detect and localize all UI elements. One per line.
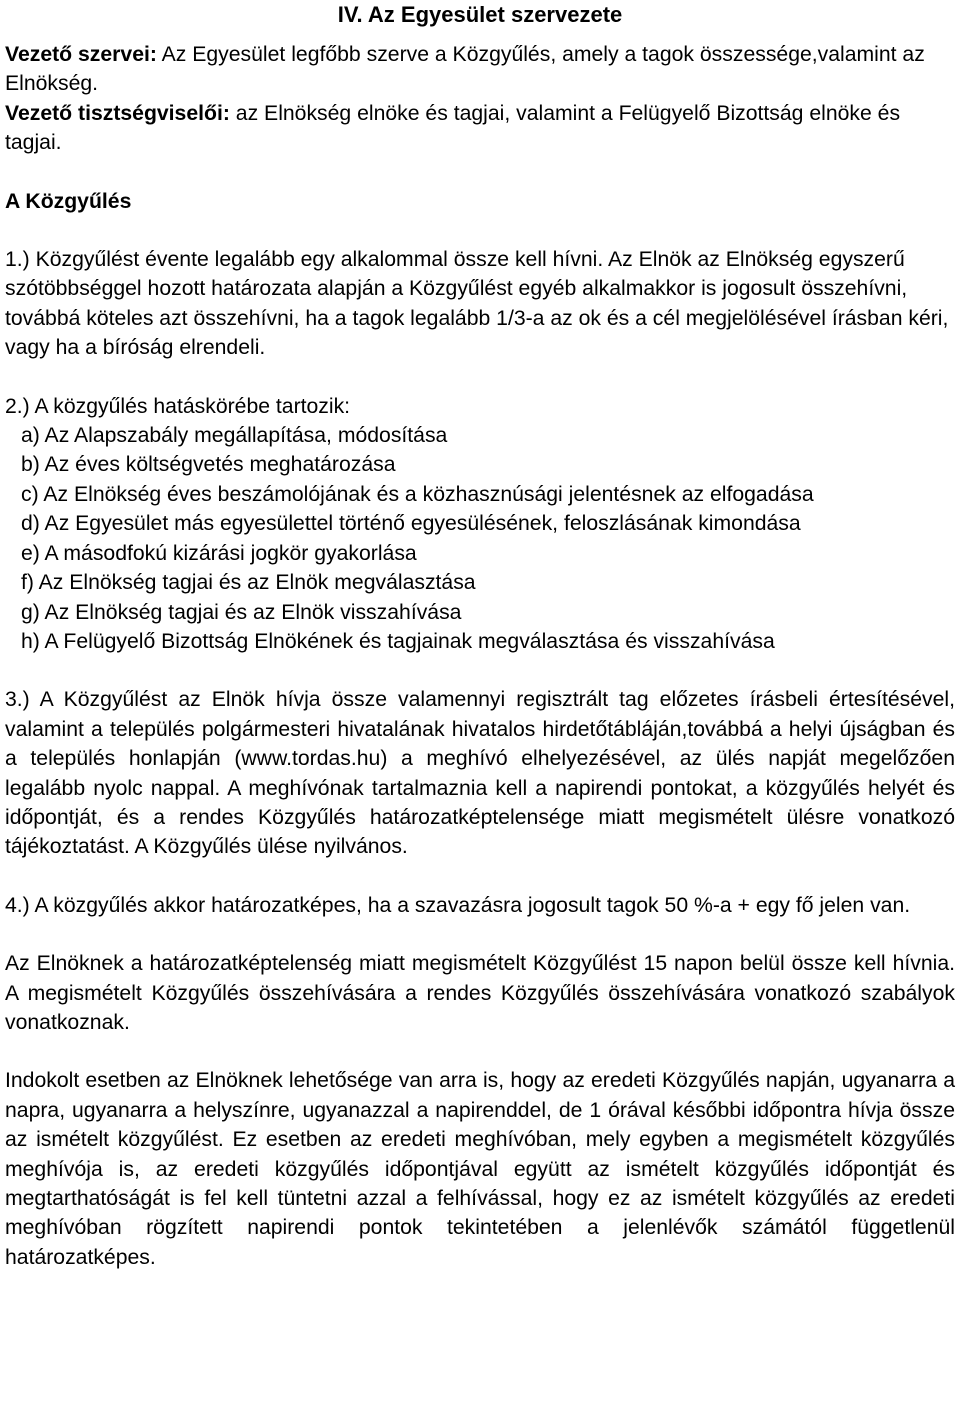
spacer: [5, 158, 955, 187]
list-item: a) Az Alapszabály megállapítása, módosítása: [21, 424, 448, 448]
page-title: IV. Az Egyesület szervezete: [337, 2, 623, 27]
spacer: [5, 656, 955, 685]
list-item: e) A másodfokú kizárási jogkör gyakorlása: [21, 541, 417, 565]
list-item: b) Az éves költségvetés meghatározása: [21, 453, 396, 477]
point-1-paragraph: 1.) Közgyűlést évente legalább egy alkalommal össze kell hívni. Az Elnök az Elnökség egyszerű szótöbbséggel hozott határozata alapján a Közgyűlést egyéb alkalmakkor is jogosult összehívni, továbbá köteles azt összehívni, ha a tagok legalább 1/3-a az ok és a cél megjelölésével írásban kéri, vagy ha a bíróság elrendeli.: [5, 248, 949, 360]
list-item: g) Az Elnökség tagjai és az Elnök visszahívása: [21, 600, 462, 624]
repeat-meeting-paragraph: Az Elnöknek a határozatképtelenség miatt megismételt Közgyűlést 15 napon belül össze kell hívnia. A megismételt Közgyűlés összehívására a rendes Közgyűlés összehívására vonatkozó szabályok vonatkoznak.: [5, 952, 955, 1034]
list-item: f) Az Elnökség tagjai és az Elnök megválasztása: [21, 571, 476, 595]
officials-text: az Elnökség elnöke és tagjai, valamint a Felügyelő Bizottság elnöke és tagjai.: [5, 101, 901, 155]
spacer: [5, 363, 955, 392]
leaders-text: Az Egyesület legfőbb szerve a Közgyűlés, amely a tagok összessége,valamint az Elnökség.: [5, 43, 925, 96]
document-page: [5, 0, 955, 1272]
point-4-paragraph: 4.) A közgyűlés akkor határozatképes, ha a szavazásra jogosult tagok 50 %-a + egy fő jelen van.: [5, 893, 911, 917]
officials-label: Vezető tisztségviselői:: [5, 101, 230, 125]
list-item: h) A Felügyelő Bizottság Elnökének és tagjainak megválasztása és visszahívása: [21, 629, 775, 653]
point-3-paragraph: 3.) A Közgyűlést az Elnök hívja össze valamennyi regisztrált tag előzetes írásbeli értesítésével, valamint a település polgármesteri hivatalának hivatalos hirdetőtábláján,továbbá a helyi újságban és a település honlapján (www.tordas.hu) a meghívó elhelyezésével, az ülés napját megelőzően legalább nyolc nappal. A meghívónak tartalmaznia kell a napirendi pontokat, a közgyűlés helyét és időpontját, és a rendes Közgyűlés határozatképtelensége miatt megismételt ülésre vonatkozó tájékoztatást. A Közgyűlés ülése nyilvános.: [5, 688, 955, 859]
indokolt-paragraph: Indokolt esetben az Elnöknek lehetősége van arra is, hogy az eredeti Közgyűlés napján, ugyanarra a napra, ugyanarra a helyszínre, ugyanazzal a napirenddel, de 1 órával későbbi időpontra hívja össze az ismételt közgyűlést. Ez esetben az eredeti meghívóban, mely egyben a megismételt közgyűlés meghívója is, az eredeti közgyűlés időpontjával együtt az ismételt közgyűlés időpontját és megtarthatóságát is fel kell tüntetni azzal a felhívással, hogy ez az ismételt közgyűlés az eredeti meghívóban rögzített napirendi pontok tekintetében a jelenlévők számától függetlenül határozatképes.: [5, 1069, 955, 1269]
section-heading: A Közgyűlés: [5, 189, 132, 213]
intro-leaders: [5, 40, 955, 99]
spacer: [5, 1037, 955, 1066]
spacer: [5, 862, 955, 891]
intro-officials: [5, 99, 955, 158]
spacer: [5, 216, 955, 245]
leaders-label: Vezető szervei:: [5, 43, 157, 66]
spacer: [5, 920, 955, 949]
list-item: d) Az Egyesület más egyesülettel történő egyesülésének, feloszlásának kimondása: [21, 512, 801, 536]
list-item: c) Az Elnökség éves beszámolójának és a közhasznúsági jelentésnek az elfogadása: [21, 482, 814, 506]
point-2-intro: 2.) A közgyűlés hatáskörébe tartozik:: [5, 394, 351, 418]
